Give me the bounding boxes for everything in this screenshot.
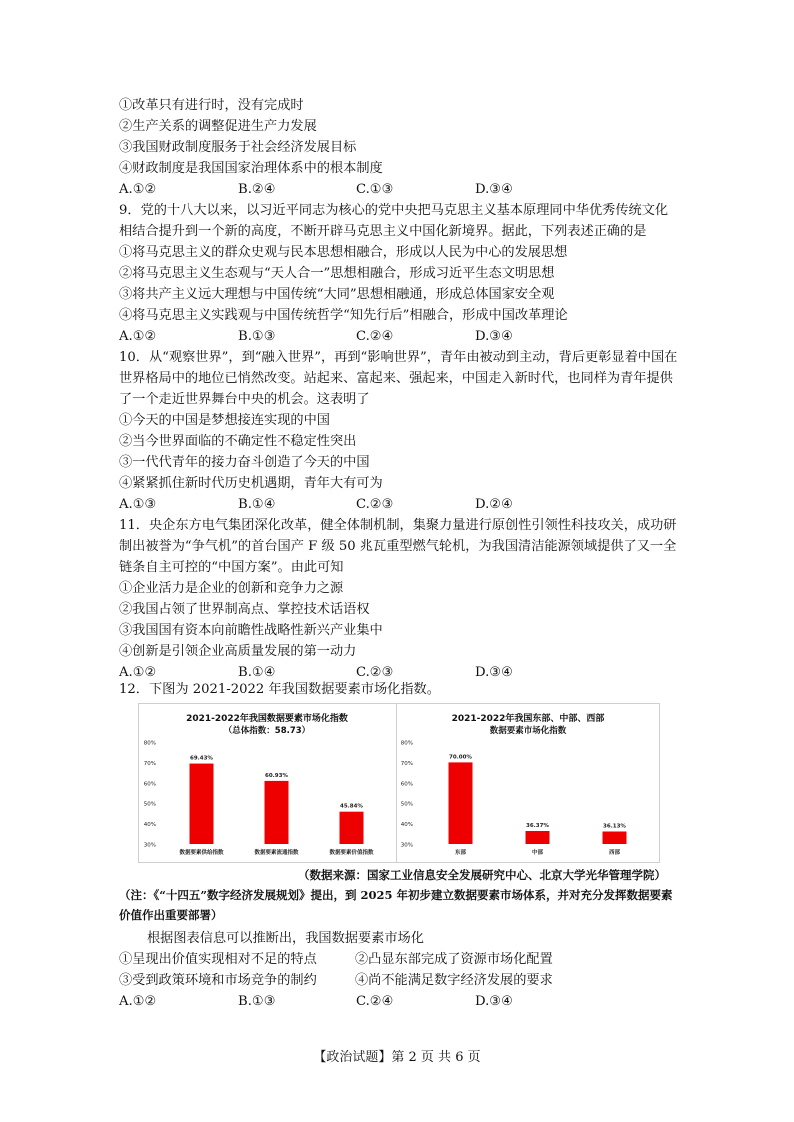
bar-value-label: 69.43%	[190, 755, 213, 762]
q9-stem-line-2: 相结合提升到一个新的高度，不断开辟马克思主义中国化新境界。据此，下列表述正确的是	[119, 224, 647, 239]
q12-stem-line-2: 根据图表信息可以推断出，我国数据要素市场化	[147, 931, 424, 946]
chart-plot-area	[401, 741, 627, 857]
answer-b: B.①④	[238, 665, 276, 680]
answer-c: C.②③	[356, 665, 394, 680]
q10-option-3: ③一代代青年的接力奋斗创造了今天的中国	[119, 455, 370, 470]
answer-c: C.②③	[356, 497, 394, 512]
q9-option-1: ①将马克思主义的群众史观与民本思想相融合，形成以人民为中心的发展思想	[119, 245, 568, 260]
y-tick-label: 30%	[400, 842, 413, 849]
answer-c: C.②④	[356, 329, 394, 344]
q12-stem-line-1: 12．下图为 2021-2022 年我国数据要素市场化指数。	[119, 682, 440, 697]
q10-stem-line-2: 世界格局中的地位已悄然改变。站起来、富起来、强起来，中国走入新时代，也同样为青年提供	[119, 371, 673, 386]
category-label: 东部	[454, 850, 467, 856]
answer-d: D.③④	[475, 994, 513, 1009]
answer-d: D.③④	[475, 182, 513, 197]
chart-regional-index	[397, 704, 659, 862]
q9-answer-choices	[119, 327, 679, 347]
q12-option-4: ④尚不能满足数字经济发展的要求	[355, 973, 553, 988]
category-label: 西部	[608, 850, 621, 856]
q12-options-row-1	[119, 950, 679, 970]
chart-plot-area	[144, 741, 374, 857]
answer-b: B.②④	[238, 182, 276, 197]
category-label: 中部	[531, 850, 544, 856]
answer-d: D.②④	[475, 497, 513, 512]
answer-a: A.①②	[119, 665, 157, 680]
answer-d: D.③④	[475, 665, 513, 680]
q11-option-4: ④创新是引领企业高质量发展的第一动力	[119, 644, 357, 659]
bar	[449, 762, 473, 844]
page-footer: 【政治试题】第 2 页 共 6 页	[313, 1050, 481, 1065]
answer-b: B.①③	[238, 329, 276, 344]
bar	[265, 781, 289, 844]
q12-answer-choices	[119, 992, 679, 1012]
q10-option-1: ①今天的中国是梦想接连实现的中国	[119, 413, 330, 428]
y-tick-label: 80%	[400, 740, 413, 747]
q9-option-4: ④将马克思主义实践观与中国传统哲学“知先行后”相融合，形成中国改革理论	[119, 308, 568, 323]
answer-a: A.①③	[119, 497, 157, 512]
chart-footnote: （注：《“十四五”数字经济发展规划》提出，到 2025 年初步建立数据要素市场体系，并对充分发挥数据要素价值作出重要部署）	[119, 888, 673, 922]
chart-overall-index	[139, 704, 395, 862]
y-tick-label: 40%	[143, 822, 156, 829]
bar-value-label: 45.84%	[340, 803, 363, 810]
answer-a: A.①②	[119, 329, 157, 344]
q10-stem-line-1: 10．从“观察世界”，到“融入世界”，再到“影响世界”，青年由被动到主动，背后更彰显着中国在	[119, 350, 678, 365]
chart-subtitle: 数据要素市场化指数	[489, 726, 567, 736]
y-tick-label: 50%	[400, 801, 413, 808]
y-tick-label: 40%	[400, 822, 413, 829]
data-source-note: （数据来源：国家工业信息安全发展研究中心、北京大学光华管理学院）	[298, 868, 666, 882]
q12-option-1: ①呈现出价值实现相对不足的特点	[119, 952, 317, 967]
y-tick-label: 70%	[400, 760, 413, 767]
bar	[526, 831, 550, 844]
bar-value-label: 70.00%	[449, 754, 472, 761]
bar	[340, 812, 364, 844]
q11-option-1: ①企业活力是企业的创新和竞争力之源	[119, 581, 344, 596]
chart-title: 2021-2022年我国数据要素市场化指数	[186, 714, 348, 724]
q12-options-row-2	[119, 971, 679, 991]
answer-c: C.②④	[356, 994, 394, 1009]
q11-stem-line-3: 链条自主可控的“中国方案”。由此可知	[119, 560, 344, 575]
chart-subtitle: （总体指数：58.73）	[223, 726, 311, 736]
q8-option-1: ①改革只有进行时，没有完成时	[119, 98, 304, 113]
q10-option-4: ④紧紧抓住新时代历史机遇期，青年大有可为	[119, 476, 383, 491]
bar-value-label: 36.37%	[526, 823, 549, 830]
q9-stem-line-1: 9．党的十八大以来，以习近平同志为核心的党中央把马克思主义基本原理同中华优秀传统文化	[119, 203, 669, 218]
y-tick-label: 30%	[143, 842, 156, 849]
answer-a: A.①②	[119, 182, 157, 197]
q11-stem-line-2: 制出被誉为“争气机”的首台国产 F 级 50 兆瓦重型燃气轮机，为我国清洁能源领域提供了又一全	[119, 539, 677, 554]
bar	[190, 764, 214, 844]
q8-answer-choices	[119, 180, 679, 200]
bar	[603, 831, 627, 844]
category-label: 数据要素价值指数	[329, 850, 374, 856]
answer-b: B.①④	[238, 497, 276, 512]
chart-title: 2021-2022年我国东部、中部、西部	[451, 714, 605, 724]
q10-answer-choices	[119, 495, 679, 515]
q12-option-2: ②凸显东部完成了资源市场化配置	[355, 952, 553, 967]
q8-option-3: ③我国财政制度服务于社会经济发展目标	[119, 140, 357, 155]
answer-a: A.①②	[119, 994, 157, 1009]
y-tick-label: 80%	[143, 740, 156, 747]
q8-option-2: ②生产关系的调整促进生产力发展	[119, 119, 317, 134]
y-tick-label: 70%	[143, 760, 156, 767]
q9-option-3: ③将共产主义远大理想与中国传统“大同”思想相融通，形成总体国家安全观	[119, 287, 555, 302]
category-label: 数据要素供给指数	[179, 850, 224, 856]
answer-c: C.①③	[356, 182, 394, 197]
bar-value-label: 36.13%	[603, 823, 626, 830]
q11-option-2: ②我国占领了世界制高点、掌控技术话语权	[119, 602, 370, 617]
y-tick-label: 60%	[400, 781, 413, 788]
y-tick-label: 60%	[143, 781, 156, 788]
y-tick-label: 50%	[143, 801, 156, 808]
q8-option-4: ④财政制度是我国国家治理体系中的根本制度	[119, 161, 383, 176]
q10-option-2: ②当今世界面临的不确定性不稳定性突出	[119, 434, 357, 449]
bar-value-label: 60.93%	[265, 772, 288, 779]
q10-stem-line-3: 了一个走近世界舞台中央的机会。这表明了	[119, 392, 370, 407]
q9-option-2: ②将马克思主义生态观与“天人合一”思想相融合，形成习近平生态文明思想	[119, 266, 555, 281]
category-label: 数据要素流通指数	[254, 850, 299, 856]
q11-stem-line-1: 11．央企东方电气集团深化改革，健全体制机制，集聚力量进行原创性引领性科技攻关，成功研	[119, 518, 677, 533]
answer-d: D.③④	[475, 329, 513, 344]
q11-option-3: ③我国国有资本向前瞻性战略性新兴产业集中	[119, 623, 383, 638]
chart-panel	[138, 703, 660, 863]
q12-option-3: ③受到政策环境和市场竞争的制约	[119, 973, 317, 988]
answer-b: B.①③	[238, 994, 276, 1009]
